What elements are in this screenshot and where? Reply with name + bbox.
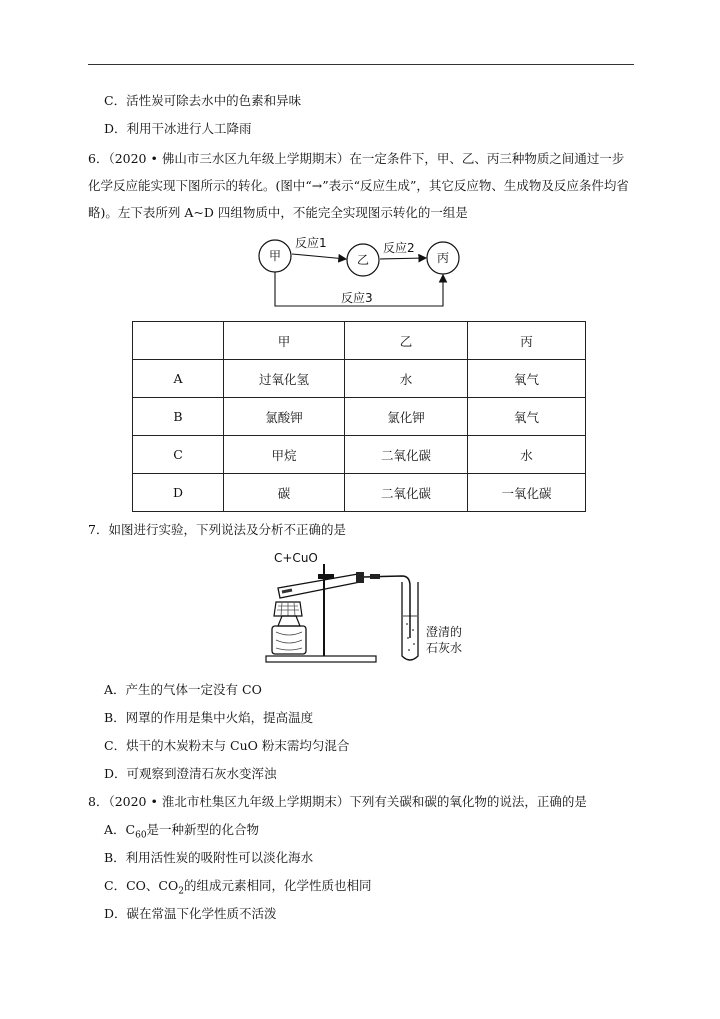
table-row: [133, 360, 586, 398]
arrow-reaction-2: [380, 258, 426, 259]
table-cell: 水: [468, 436, 586, 474]
lamp-grain: [276, 632, 302, 650]
mesh-grid: [277, 602, 299, 616]
question-7: [88, 522, 346, 538]
q6-stem: 在一定条件下，甲、乙、丙三种物质之间通过一步化学反应能实现下图所示的转化。(图中“→”表示“反应生成”，其它反应物、生成物及反应条件均省略)。左下表所列 A~D 四组物质中，不能完全实现图示转化的一组是: [88, 151, 629, 220]
stopper: [356, 572, 364, 583]
label-reaction-3: 反应3: [341, 291, 373, 305]
q8-option-c: [104, 878, 371, 900]
table-cell: 水: [345, 360, 468, 398]
tube-connector: [370, 574, 380, 579]
label-reaction-2: 反应2: [383, 241, 415, 255]
q7-number: 7．: [88, 522, 109, 537]
table-cell: 过氧化氢: [224, 360, 345, 398]
q8-option-c-prefix: C．CO、CO: [104, 878, 179, 893]
q8-stem: 下列有关碳和碳的氧化物的说法，正确的是: [349, 794, 587, 809]
experiment-apparatus: [262, 546, 482, 672]
prev-option-c: C．活性炭可除去水中的色素和异味: [104, 93, 302, 108]
table-cell: 甲烷: [224, 436, 345, 474]
q7-option-d: D．可观察到澄清石灰水变浑浊: [104, 766, 277, 781]
stand-base: [266, 656, 376, 662]
table-cell: 一氧化碳: [468, 474, 586, 512]
q7-option-b: B．网罩的作用是集中火焰，提高温度: [104, 710, 314, 725]
table-cell: A: [133, 360, 224, 398]
q8-number: 8．: [88, 794, 109, 809]
q6-number: 6．: [88, 151, 109, 166]
q8-option-c-sub: 2: [178, 886, 184, 897]
q6-table: [132, 321, 586, 512]
table-cell: C: [133, 436, 224, 474]
table-cell: 氧气: [468, 360, 586, 398]
q8-option-a-prefix: A．C: [104, 822, 136, 837]
table-cell: 氯酸钾: [224, 398, 345, 436]
q8-option-b: B．利用活性炭的吸附性可以淡化海水: [104, 850, 314, 865]
lamp-neck: [278, 616, 300, 626]
table-cell: 氧气: [468, 398, 586, 436]
node-b: 乙: [356, 253, 370, 267]
table-cell: D: [133, 474, 224, 512]
node-c: 丙: [436, 251, 450, 265]
q8-option-c-suffix: 的组成元素相同，化学性质也相同: [183, 878, 372, 893]
table-cell: 氯化钾: [345, 398, 468, 436]
question-8: [88, 794, 587, 810]
table-row: [133, 398, 586, 436]
q8-source: （2020 • 淮北市杜集区九年级上学期期末）: [108, 794, 350, 809]
table-cell: 二氧化碳: [345, 474, 468, 512]
q7-option-c: C．烘干的木炭粉末与 CuO 粉末需均匀混合: [104, 738, 350, 753]
q8-option-a: [104, 822, 259, 844]
table-row: [133, 474, 586, 512]
limewater-label-1: 澄清的: [426, 625, 463, 639]
reactant-powder: [282, 590, 292, 592]
q8-option-d: D．碳在常温下化学性质不活泼: [104, 906, 277, 921]
table-header-cell: 丙: [468, 322, 586, 360]
q8-option-a-sub: 60: [135, 830, 147, 841]
question-6: [88, 145, 636, 226]
table-cell: B: [133, 398, 224, 436]
table-header-cell: 甲: [224, 322, 345, 360]
table-header-row: [133, 322, 586, 360]
label-reaction-1: 反应1: [295, 236, 327, 250]
reactant-label: C+CuO: [274, 551, 318, 565]
prev-option-d: D．利用干冰进行人工降雨: [104, 121, 252, 136]
q7-option-a: A．产生的气体一定没有 CO: [104, 682, 262, 697]
arrow-reaction-1: [292, 254, 346, 259]
table-cell: 二氧化碳: [345, 436, 468, 474]
header-rule: [88, 64, 634, 65]
table-row: [133, 436, 586, 474]
table-cell: 碳: [224, 474, 345, 512]
table-header-cell: [133, 322, 224, 360]
q6-source: （2020 • 佛山市三水区九年级上学期期末）: [108, 151, 350, 166]
q8-option-a-suffix: 是一种新型的化合物: [146, 822, 260, 837]
node-a: 甲: [268, 249, 282, 263]
table-header-cell: 乙: [345, 322, 468, 360]
delivery-tube: [364, 576, 410, 638]
limewater-label-2: 石灰水: [426, 641, 463, 655]
reaction-diagram: [255, 232, 475, 316]
q7-stem: 如图进行实验，下列说法及分析不正确的是: [108, 522, 346, 537]
